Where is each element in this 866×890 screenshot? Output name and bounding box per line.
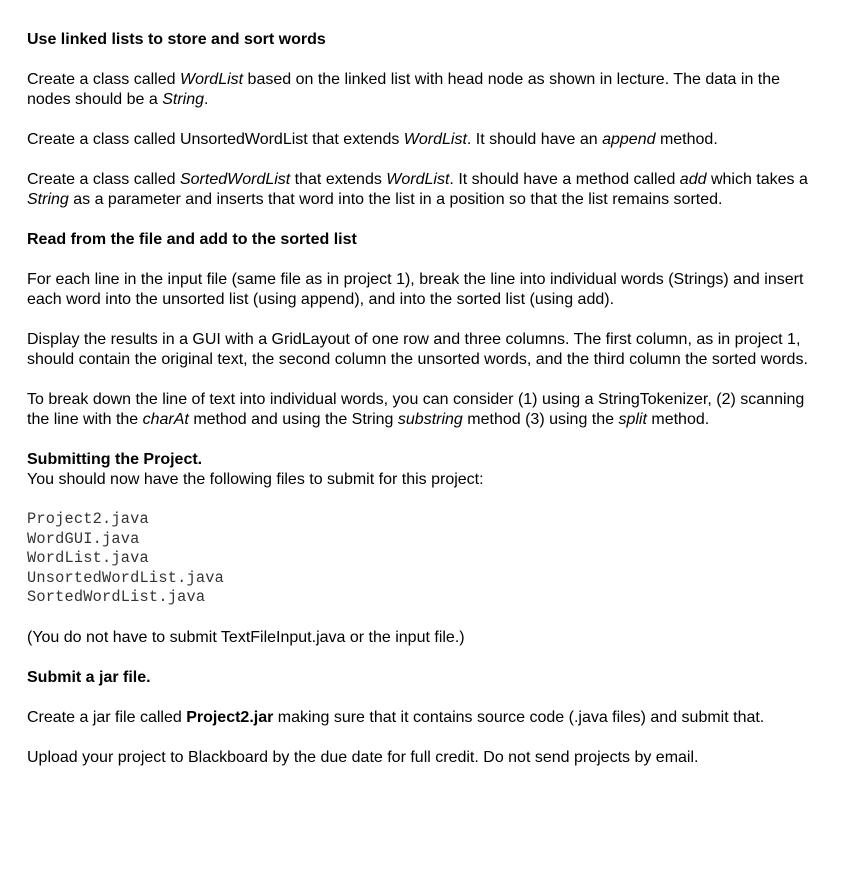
italic-text: charAt [142,411,189,428]
text: making sure that it contains source code (.java files) and submit that. [273,708,765,726]
paragraph-sorted [27,170,826,210]
italic-text: substring [397,411,463,428]
paragraph-upload: Upload your project to Blackboard by the due date for full credit. Do not send projects by email. [27,748,699,766]
text: . [204,91,209,108]
file-name: SortedWordList.java [27,588,206,606]
italic-text: String [162,91,205,108]
file-name: Project2.java [27,510,149,528]
text: . It should have an [466,131,603,148]
section-heading-submitting: Submitting the Project. [27,451,203,468]
paragraph-unsorted [27,130,826,150]
italic-text: SortedWordList [179,171,291,188]
text: Create a class called [27,171,180,188]
text: which takes a [706,171,808,188]
text: Create a jar file called [27,708,187,726]
italic-text: append [602,131,656,148]
italic-text: WordList [403,131,467,148]
paragraph-break-down [27,390,826,430]
paragraph-display-gui: Display the results in a GUI with a GridLayout of one row and three columns. The first column, as in project 1, should contain the original text, the second column the unsorted words, and the third column the sorted words. [27,331,808,368]
bold-text: Project2.jar [186,708,274,726]
file-name: WordGUI.java [27,529,140,548]
italic-text: split [618,411,647,428]
paragraph-wordlist [27,70,826,110]
text: Create a class called [27,71,180,88]
section-heading-read-file: Read from the file and add to the sorted list [27,231,357,248]
text: method. [655,131,718,148]
file-list [27,510,826,608]
text: based on the linked list with head node as shown in lecture. The data in the nodes should be a [27,71,781,108]
text: that extends [290,171,387,188]
section-heading-jar: Submit a jar file. [27,668,151,686]
text: method (3) using the [462,411,619,428]
italic-text: String [27,191,69,208]
section-heading-linked-lists: Use linked lists to store and sort words [27,31,326,48]
file-name: UnsortedWordList.java [27,568,224,587]
paragraph-files-intro: You should now have the following files to submit for this project: [27,471,484,488]
italic-text: add [679,171,707,188]
italic-text: WordList [386,171,450,188]
italic-text: WordList [179,71,244,88]
paragraph-jar [27,708,826,728]
text: method. [646,411,710,428]
text: method and using the String [188,411,398,428]
file-name: WordList.java [27,549,149,567]
paragraph-each-line: For each line in the input file (same file as in project 1), break the line into individual words (Strings) and insert each word into the unsorted list (using append), and into the sorted list (using add). [27,271,804,308]
paragraph-note: (You do not have to submit TextFileInput.java or the input file.) [27,628,465,646]
text: as a parameter and inserts that word into the list in a position so that the list remains sorted. [68,191,723,208]
text: . It should have a method called [449,171,680,188]
text: To break down the line of text into individual words, you can consider (1) using a StringTokenizer, (2) scanning the line with the [27,391,805,428]
text: Create a class called UnsortedWordList that extends [27,131,404,148]
